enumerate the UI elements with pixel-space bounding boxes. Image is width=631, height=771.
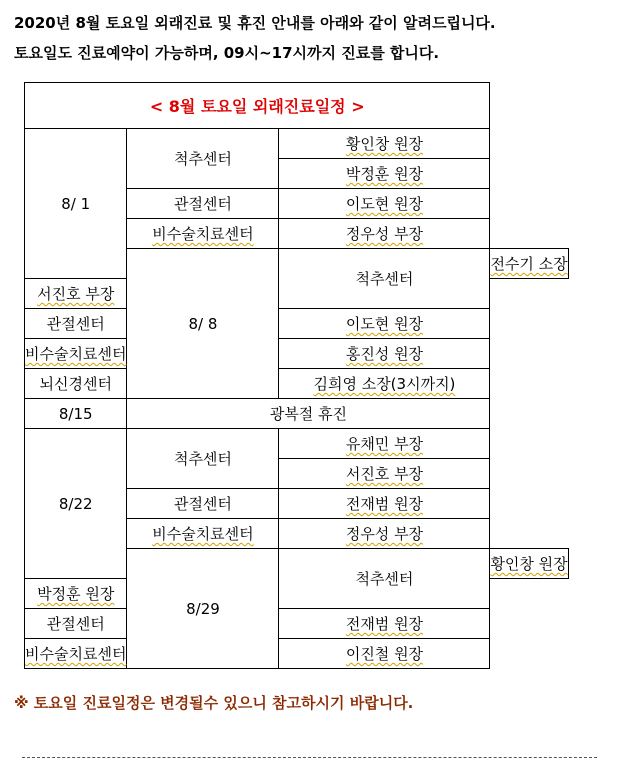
doctor-cell — [279, 519, 490, 549]
schedule-table — [24, 82, 569, 669]
doctor-name: 황인창 원장 — [490, 555, 568, 573]
dept-cell: 척추센터 — [127, 129, 279, 189]
table-row — [25, 639, 569, 669]
doctor-name: 전재범 원장 — [345, 495, 424, 513]
intro-line-1: 2020년 8월 토요일 외래진료 및 휴진 안내를 아래와 같이 알려드립니다. — [14, 14, 496, 32]
table-row — [25, 129, 569, 159]
doctor-cell — [279, 129, 490, 159]
dept-cell — [25, 639, 127, 669]
date-cell: 8/ 1 — [25, 129, 127, 279]
doctor-name: 홍진성 원장 — [345, 345, 424, 363]
dept-cell: 관절센터 — [127, 489, 279, 519]
doctor-name: 서진호 부장 — [37, 285, 115, 303]
dept-cell: 관절센터 — [25, 309, 127, 339]
doctor-cell — [279, 219, 490, 249]
date-cell: 8/15 — [25, 399, 127, 429]
doctor-name: 전수기 소장 — [490, 255, 568, 273]
doctor-cell — [279, 429, 490, 459]
dept-name: 비수술치료센터 — [152, 525, 254, 543]
table-row — [25, 369, 569, 399]
doctor-cell — [490, 549, 568, 579]
table-title-row — [25, 83, 569, 129]
doctor-cell — [279, 309, 490, 339]
doctor-name: 이진철 원장 — [345, 645, 424, 663]
doctor-name: 김희영 소장(3시까지) — [313, 375, 456, 393]
doctor-name: 박정훈 원장 — [345, 165, 424, 183]
doctor-cell — [279, 459, 490, 489]
doctor-cell — [25, 579, 127, 609]
dept-cell: 척추센터 — [127, 429, 279, 489]
doctor-name: 서진호 부장 — [345, 465, 424, 483]
date-cell: 8/22 — [25, 429, 127, 579]
dept-name: 비수술치료센터 — [152, 225, 254, 243]
footer-notice: ※ 토요일 진료일정은 변경될수 있으니 참고하시기 바랍니다. — [14, 694, 414, 712]
doctor-name: 황인창 원장 — [345, 135, 424, 153]
date-cell: 8/ 8 — [127, 249, 279, 399]
table-title: < 8월 토요일 외래진료일정 > — [25, 83, 490, 129]
table-row — [25, 429, 569, 459]
date-cell: 8/29 — [127, 549, 279, 669]
doctor-name: 정우성 부장 — [345, 225, 424, 243]
doctor-cell — [279, 369, 490, 399]
dept-name: 비수술치료센터 — [25, 645, 127, 663]
doctor-name: 유채민 부장 — [345, 435, 424, 453]
table-row — [25, 339, 569, 369]
dept-cell — [25, 339, 127, 369]
doctor-name: 이도현 원장 — [345, 315, 424, 333]
dept-name: 비수술치료센터 — [25, 345, 127, 363]
doctor-cell — [279, 489, 490, 519]
dept-cell: 척추센터 — [279, 549, 490, 609]
dept-cell: 관절센터 — [127, 189, 279, 219]
doctor-name: 전재범 원장 — [345, 615, 424, 633]
dept-cell — [127, 519, 279, 549]
doctor-cell — [279, 639, 490, 669]
dept-cell: 뇌신경센터 — [25, 369, 127, 399]
doctor-cell — [279, 609, 490, 639]
doctor-cell — [279, 159, 490, 189]
table-row — [25, 399, 569, 429]
doctor-cell — [490, 249, 568, 279]
doctor-name: 박정훈 원장 — [37, 585, 115, 603]
doctor-name: 정우성 부장 — [345, 525, 424, 543]
intro-line-2: 토요일도 진료예약이 가능하며, 09시~17시까지 진료를 합니다. — [14, 44, 440, 62]
intro-text — [14, 8, 624, 68]
dept-cell — [127, 219, 279, 249]
holiday-cell: 광복절 휴진 — [127, 399, 490, 429]
doctor-cell — [279, 339, 490, 369]
table-row — [25, 309, 569, 339]
table-row — [25, 609, 569, 639]
doctor-name: 이도현 원장 — [345, 195, 424, 213]
doctor-cell — [25, 279, 127, 309]
doctor-cell — [279, 189, 490, 219]
dept-cell: 척추센터 — [279, 249, 490, 309]
dashed-divider — [22, 757, 597, 758]
dept-cell: 관절센터 — [25, 609, 127, 639]
